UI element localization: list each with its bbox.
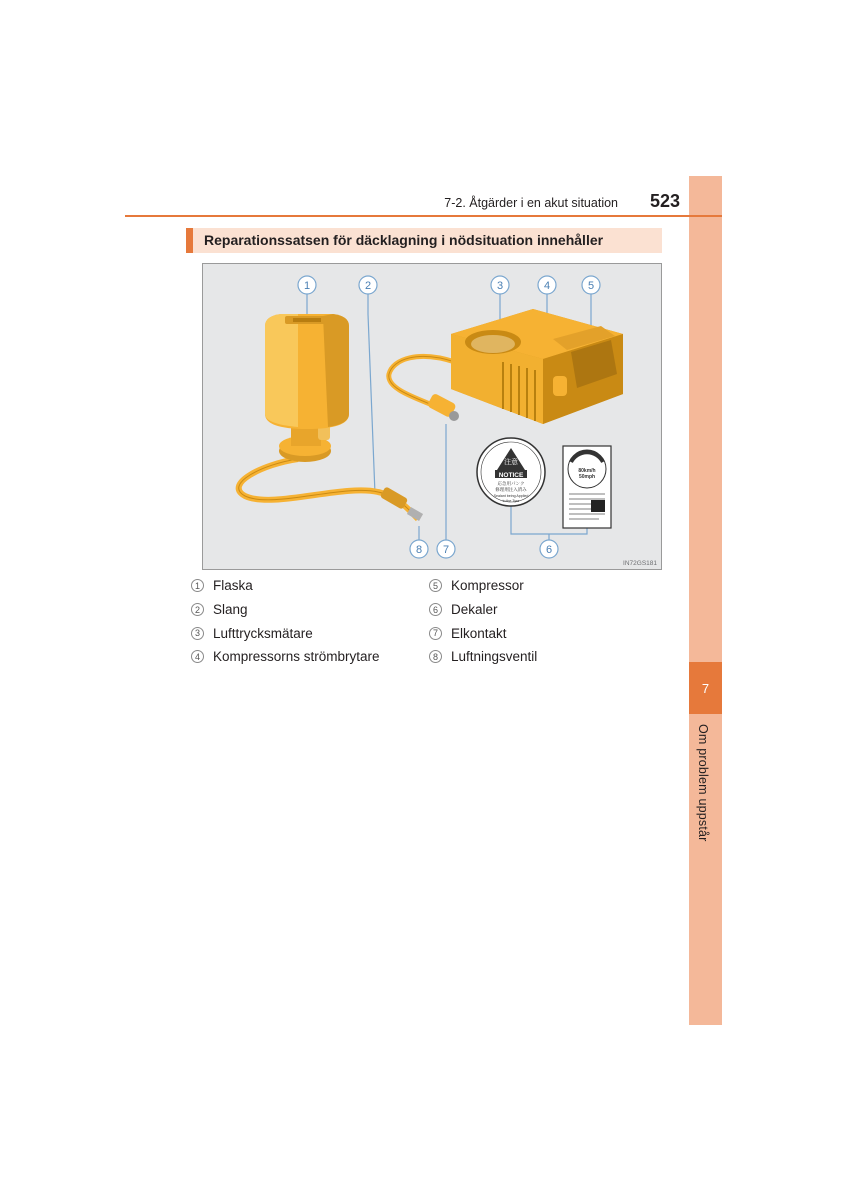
speed-decal	[563, 446, 611, 528]
decal-speed-line1: 80km/h	[578, 468, 596, 474]
legend-item	[429, 574, 537, 598]
figure-code: IN72GS181	[623, 560, 657, 567]
callout-8: 8	[415, 544, 423, 556]
sealant-bottle	[265, 314, 349, 462]
legend-item	[191, 645, 380, 669]
legend-item	[191, 621, 380, 645]
legend-label: Kompressorns strömbrytare	[213, 649, 380, 665]
legend-item	[429, 621, 537, 645]
callout-4: 4	[543, 280, 551, 292]
section-heading-band	[186, 228, 662, 253]
decal-notice-line1: 注意	[504, 458, 518, 466]
legend-number: 2	[191, 603, 204, 616]
legend-item	[191, 574, 380, 598]
repair-kit-illustration	[203, 264, 661, 569]
callout-1: 1	[303, 280, 311, 292]
legend-label: Lufttrycksmätare	[213, 625, 313, 641]
page-number: 523	[650, 191, 681, 211]
chapter-number-tab[interactable]	[689, 662, 722, 714]
legend-number: 1	[191, 579, 204, 592]
compressor	[451, 309, 623, 424]
legend-number: 6	[429, 603, 442, 616]
chapter-side-tab	[689, 176, 722, 1025]
legend-label: Elkontakt	[451, 625, 507, 641]
decal-notice-line6: in the Tyre	[502, 499, 520, 503]
chapter-title: Om problem uppstår	[696, 724, 710, 842]
section-reference: 7-2. Åtgärder i en akut situation	[444, 196, 618, 210]
callout-3: 3	[496, 280, 504, 292]
section-heading: Reparationssatsen för däcklagning i nödsituation innehåller	[204, 232, 604, 248]
legend-number: 8	[429, 650, 442, 663]
callout-2: 2	[364, 280, 372, 292]
legend-label: Flaska	[213, 578, 253, 594]
legend-label: Dekaler	[451, 602, 498, 618]
legend-number: 3	[191, 627, 204, 640]
power-plug	[427, 393, 459, 421]
decal-speed-line2: 50mph	[578, 474, 596, 480]
decal-notice-line5: Sealant being Applied	[493, 494, 529, 498]
legend-left-column	[191, 574, 380, 669]
chapter-number: 7	[701, 680, 710, 696]
repair-kit-figure	[202, 263, 662, 570]
legend-number: 5	[429, 579, 442, 592]
notice-decal	[477, 438, 545, 506]
header-rule	[125, 215, 722, 217]
legend-label: Kompressor	[451, 578, 524, 594]
decal-notice-line2: NOTICE	[498, 472, 524, 479]
hose	[239, 459, 418, 519]
power-cord	[389, 356, 455, 406]
legend-label: Slang	[213, 602, 248, 618]
legend-item	[191, 598, 380, 622]
callout-5: 5	[587, 280, 595, 292]
legend-number: 7	[429, 627, 442, 640]
decal-notice-line4: 修理剤注入済み	[495, 488, 527, 493]
legend-label: Luftningsventil	[451, 649, 538, 665]
callout-6: 6	[545, 544, 553, 556]
decal-notice-line3: 応急用パンク	[497, 482, 525, 487]
leader-2	[368, 314, 375, 494]
legend-right-column	[429, 574, 537, 669]
legend-item	[429, 598, 537, 622]
legend-number: 4	[191, 650, 204, 663]
air-bleed-valve	[380, 486, 409, 509]
callout-7: 7	[442, 544, 450, 556]
legend-item	[429, 645, 537, 669]
